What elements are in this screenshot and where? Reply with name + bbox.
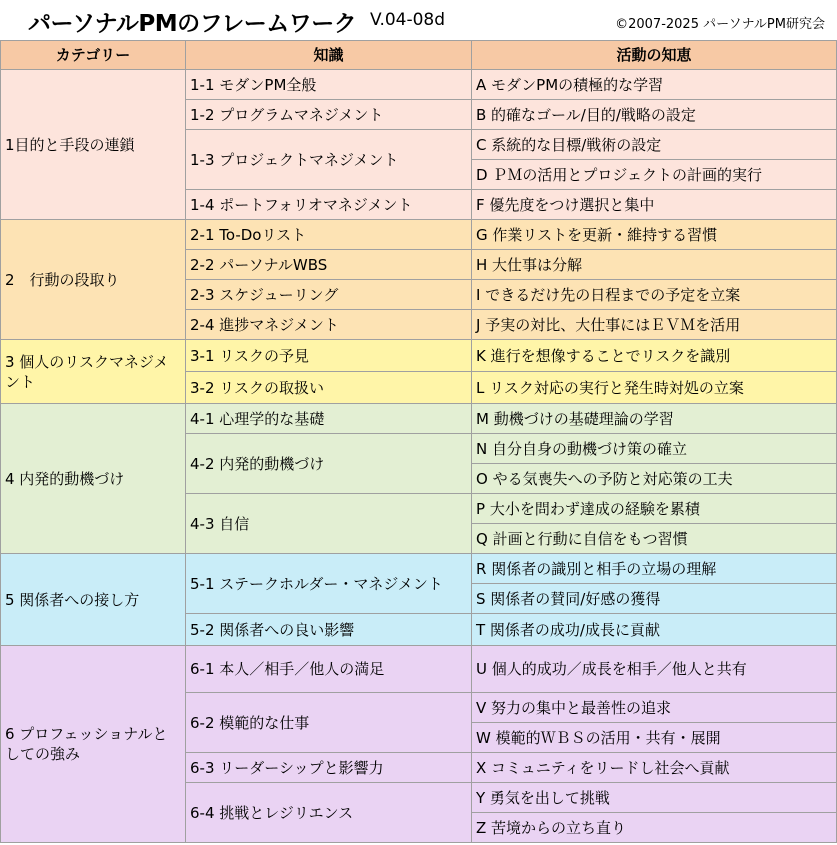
category-cell: 4 内発的動機づけ — [1, 404, 186, 554]
activity-cell: Y 勇気を出して挑戦 — [472, 783, 837, 813]
activity-cell: R 関係者の識別と相手の立場の理解 — [472, 554, 837, 584]
column-header-activities: 活動の知恵 — [472, 41, 837, 70]
activity-cell: T 関係者の成功/成長に貢献 — [472, 614, 837, 646]
knowledge-cell: 1-3 プロジェクトマネジメント — [186, 130, 472, 190]
activity-cell: V 努力の集中と最善性の追求 — [472, 693, 837, 723]
knowledge-cell: 4-3 自信 — [186, 494, 472, 554]
knowledge-cell: 1-2 プログラムマネジメント — [186, 100, 472, 130]
activity-cell: J 予実の対比、大仕事にはＥＶＭを活用 — [472, 310, 837, 340]
knowledge-cell: 6-1 本人／相手／他人の満足 — [186, 646, 472, 693]
category-cell: 1目的と手段の連鎖 — [1, 70, 186, 220]
activity-cell: A モダンPMの積極的な学習 — [472, 70, 837, 100]
table-row — [1, 70, 837, 100]
category-cell: 6 プロフェッショナルとしての強み — [1, 646, 186, 843]
activity-cell: G 作業リストを更新・維持する習慣 — [472, 220, 837, 250]
activity-cell: K 進行を想像することでリスクを識別 — [472, 340, 837, 372]
table-row — [1, 404, 837, 434]
knowledge-cell: 2-3 スケジューリング — [186, 280, 472, 310]
page-header — [0, 0, 837, 40]
table-row — [1, 554, 837, 584]
activity-cell: Q 計画と行動に自信をもつ習慣 — [472, 524, 837, 554]
activity-cell: U 個人的成功／成長を相手／他人と共有 — [472, 646, 837, 693]
activity-cell: S 関係者の賛同/好感の獲得 — [472, 584, 837, 614]
activity-cell: M 動機づけの基礎理論の学習 — [472, 404, 837, 434]
activity-cell: B 的確なゴール/目的/戦略の設定 — [472, 100, 837, 130]
knowledge-cell: 4-1 心理学的な基礎 — [186, 404, 472, 434]
activity-cell: H 大仕事は分解 — [472, 250, 837, 280]
category-cell: 2 行動の段取り — [1, 220, 186, 340]
knowledge-cell: 1-4 ポートフォリオマネジメント — [186, 190, 472, 220]
knowledge-cell: 6-4 挑戦とレジリエンス — [186, 783, 472, 843]
activity-cell: L リスク対応の実行と発生時対処の立案 — [472, 372, 837, 404]
activity-cell: I できるだけ先の日程までの予定を立案 — [472, 280, 837, 310]
activity-cell: D ＰＭの活用とプロジェクトの計画的実行 — [472, 160, 837, 190]
category-cell: 5 関係者への接し方 — [1, 554, 186, 646]
knowledge-cell: 2-4 進捗マネジメント — [186, 310, 472, 340]
knowledge-cell: 5-2 関係者への良い影響 — [186, 614, 472, 646]
activity-cell: C 系統的な目標/戦術の設定 — [472, 130, 837, 160]
framework-table — [0, 40, 837, 843]
activity-cell: O やる気喪失への予防と対応策の工夫 — [472, 464, 837, 494]
knowledge-cell: 3-1 リスクの予見 — [186, 340, 472, 372]
column-header-category: カテゴリー — [1, 41, 186, 70]
table-row — [1, 646, 837, 693]
activity-cell: W 模範的ＷＢＳの活用・共有・展開 — [472, 723, 837, 753]
knowledge-cell: 1-1 モダンPM全般 — [186, 70, 472, 100]
column-header-knowledge: 知識 — [186, 41, 472, 70]
page-title: パーソナルPMのフレームワーク — [28, 11, 357, 37]
version-label: V.04-08d — [370, 10, 446, 30]
table-body — [1, 70, 837, 843]
knowledge-cell: 2-2 パーソナルWBS — [186, 250, 472, 280]
knowledge-cell: 4-2 内発的動機づけ — [186, 434, 472, 494]
activity-cell: Z 苦境からの立ち直り — [472, 813, 837, 843]
activity-cell: P 大小を問わず達成の経験を累積 — [472, 494, 837, 524]
knowledge-cell: 3-2 リスクの取扱い — [186, 372, 472, 404]
category-cell: 3 個人のリスクマネジメント — [1, 340, 186, 404]
activity-cell: F 優先度をつけ選択と集中 — [472, 190, 837, 220]
knowledge-cell: 2-1 To-Doリスト — [186, 220, 472, 250]
copyright-text: ©2007-2025 パーソナルPM研究会 — [615, 17, 825, 32]
table-row — [1, 340, 837, 372]
activity-cell: N 自分自身の動機づけ策の確立 — [472, 434, 837, 464]
table-row — [1, 220, 837, 250]
knowledge-cell: 6-2 模範的な仕事 — [186, 693, 472, 753]
activity-cell: X コミュニティをリードし社会へ貢献 — [472, 753, 837, 783]
knowledge-cell: 6-3 リーダーシップと影響力 — [186, 753, 472, 783]
table-header-row — [1, 41, 837, 70]
knowledge-cell: 5-1 ステークホルダー・マネジメント — [186, 554, 472, 614]
